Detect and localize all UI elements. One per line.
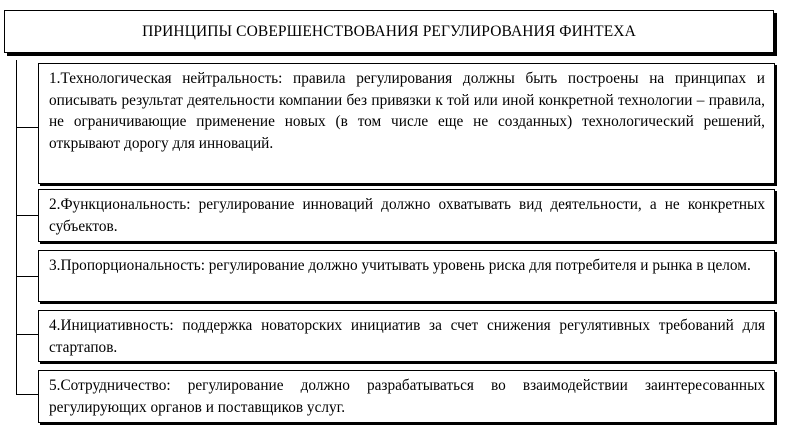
principle-functionality: 2.Функциональность: регулирование инноваций должно охватывать вид деятельности, а не конкретных субъектов. [38,189,775,242]
principle-technological-neutrality: 1.Технологическая нейтральность: правила регулирования должны быть построены на принципах и описывать результат деятельности компании без привязки к той или иной конкретной технологии – правила, не ограничивающие применение новых (в том числе еще не созданных) технологический решений, открывают дорогу для инноваций. [38,63,775,184]
connector-line-3 [16,276,38,277]
connector-line-2 [16,215,38,216]
connector-line-4 [16,334,38,335]
connector-line-1 [16,127,38,128]
connector-line-5 [16,394,38,395]
diagram-title: ПРИНЦИПЫ СОВЕРШЕНСТВОВАНИЯ РЕГУЛИРОВАНИЯ ФИНТЕХА [4,10,774,53]
principle-initiative: 4.Инициативность: поддержка новаторских инициатив за счет снижения регулятивных требований для стартапов. [38,310,775,362]
principle-proportionality: 3.Пропорциональность: регулирование должно учитывать уровень риска для потребителя и рынка в целом. [38,250,775,302]
connector-spine [16,60,17,394]
principle-cooperation: 5.Сотрудничество: регулирование должно разрабатываться во взаимодействии заинтересованных регулирующих органов и поставщиков услуг. [38,370,775,423]
